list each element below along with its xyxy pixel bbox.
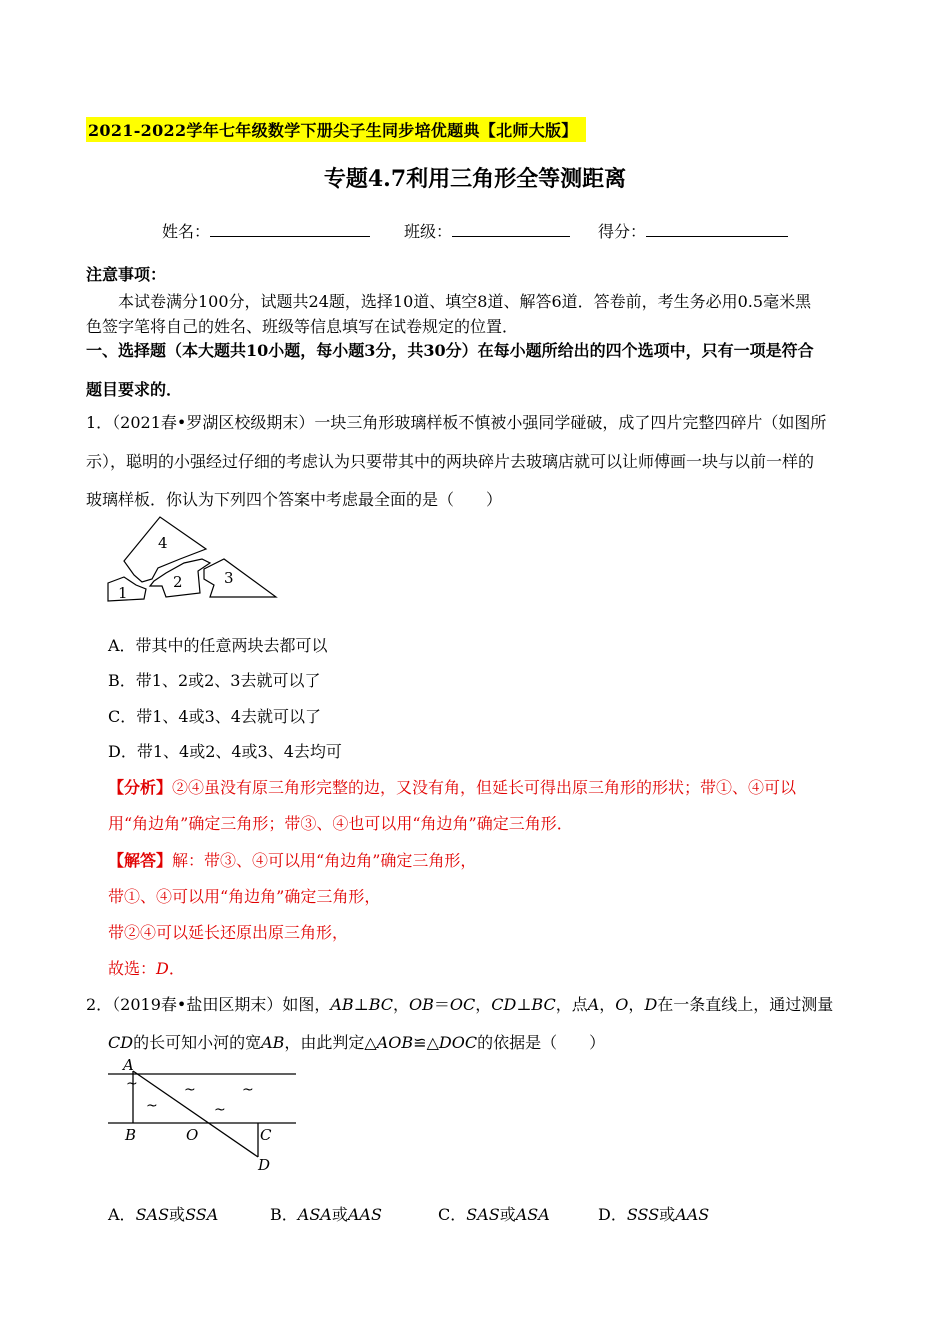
q2-option-b-or: 或 <box>331 1205 348 1224</box>
q2-comma-2: ， <box>628 995 645 1014</box>
q1-analysis-line-1 <box>108 775 796 798</box>
q1-text-line-3: 玻璃样板．你认为下列四个答案中考虑最全面的是（ ） <box>86 490 503 509</box>
q2-option-c-key: C． <box>438 1205 467 1224</box>
q1-answer-line-2: 带①、④可以用“角边角”确定三角形， <box>108 887 381 906</box>
label-c: C <box>260 1126 272 1144</box>
label-b: B <box>125 1126 137 1144</box>
q2-oc: OC <box>449 995 476 1014</box>
name-field[interactable] <box>162 219 370 242</box>
q1-option-c[interactable]: C．带1、4或3、4去就可以了 <box>108 707 321 726</box>
analysis-text-1: ②④虽没有原三角形完整的边，又没有角，但延长可得出原三角形的形状；带①、④可以 <box>172 778 797 797</box>
wave-mark-4: ~ <box>214 1102 226 1118</box>
q2-option-a-v2: SSA <box>185 1205 219 1224</box>
q2-cd: CD <box>491 995 517 1014</box>
q1-text-line-1: 1．（2021春•罗湖区校级期末）一块三角形玻璃样板不慎被小强同学碰破，成了四片完整四碎片（如图所 <box>86 413 827 432</box>
q2-point-a: A <box>587 995 600 1014</box>
q2-point-o: O <box>615 995 629 1014</box>
q2-line2-doc: DOC <box>438 1033 478 1052</box>
score-label: 得分： <box>598 222 647 241</box>
wave-mark-5: ~ <box>126 1076 138 1092</box>
q1-text-line-2: 示），聪明的小强经过仔细的考虑认为只要带其中的两块碎片去玻璃店就可以让师傅画一块与以前一样的 <box>86 452 815 471</box>
q1-answer-line-3: 带②④可以延长还原出原三角形， <box>108 923 349 942</box>
q2-option-a-or: 或 <box>169 1205 186 1224</box>
q2-bc: BC <box>368 995 393 1014</box>
wave-mark-2: ~ <box>242 1082 254 1098</box>
glass-piece-3 <box>204 559 276 597</box>
score-blank[interactable] <box>646 222 788 237</box>
q2-text-line-2 <box>108 1030 605 1053</box>
header-banner: 2021-2022学年七年级数学下册尖子生同步培优题典【北师大版】 <box>86 117 586 142</box>
q2-comma-1: ， <box>599 995 616 1014</box>
q1-option-a[interactable]: A．带其中的任意两块去都可以 <box>108 636 328 655</box>
notice-line-1: 本试卷满分100分，试题共24题，选择10道、填空8道、解答6道．答卷前，考生务必用0.5毫米黑 <box>118 292 812 311</box>
q2-option-d[interactable] <box>598 1202 709 1225</box>
q2-river-figure <box>106 1058 302 1174</box>
glass-label-4: 4 <box>158 534 168 552</box>
label-o: O <box>186 1126 199 1144</box>
glass-label-2: 2 <box>173 573 183 591</box>
q2-eq: ＝ <box>433 995 450 1014</box>
q2-line2-mid2: ，由此判定△ <box>284 1033 377 1052</box>
q1-answer-choice <box>108 956 185 979</box>
answer-choice-suffix: ． <box>168 959 185 978</box>
q1-broken-glass-figure <box>106 515 282 605</box>
q2-option-d-v1: SSS <box>626 1205 660 1224</box>
q2-sep-3: ，点 <box>555 995 588 1014</box>
answer-choice-prefix: 故选： <box>108 959 157 978</box>
q2-option-b[interactable] <box>270 1202 382 1225</box>
name-blank[interactable] <box>210 222 370 237</box>
q2-option-b-v2: AAS <box>347 1205 382 1224</box>
wave-mark-1: ~ <box>184 1082 196 1098</box>
q2-perp-2: ⊥ <box>516 995 532 1014</box>
q2-line2-aob: AOB <box>376 1033 414 1052</box>
analysis-tag: 【分析】 <box>108 778 173 797</box>
notice-line-2: 色签字笔将自己的姓名、班级等信息填写在试卷规定的位置． <box>86 317 519 336</box>
q2-text-line-1 <box>86 992 833 1015</box>
label-d: D <box>258 1156 271 1174</box>
label-a: A <box>123 1058 134 1074</box>
q2-tail: 在一条直线上，通过测量 <box>657 995 834 1014</box>
q2-line2-cong: ≌△ <box>413 1033 439 1052</box>
q2-option-d-v2: AAS <box>675 1205 710 1224</box>
q2-option-c[interactable] <box>438 1202 550 1225</box>
q2-sep-2: ， <box>475 995 492 1014</box>
score-field[interactable] <box>598 219 788 242</box>
q2-option-c-v1: SAS <box>466 1205 500 1224</box>
answer-choice-letter: D <box>156 959 169 978</box>
q2-prefix: 2．（2019春•盐田区期末）如图， <box>86 995 331 1014</box>
q1-option-b[interactable]: B．带1、2或2、3去就可以了 <box>108 671 321 690</box>
answer-text-1: 解：带③、④可以用“角边角”确定三角形， <box>172 851 477 870</box>
class-blank[interactable] <box>452 222 570 237</box>
q1-answer-line-1 <box>108 848 476 871</box>
q2-option-b-key: B． <box>270 1205 298 1224</box>
page-title: 专题4.7利用三角形全等测距离 <box>323 166 627 192</box>
q2-option-d-key: D． <box>598 1205 627 1224</box>
class-label: 班级： <box>404 222 453 241</box>
notice-heading: 注意事项： <box>86 265 167 284</box>
glass-label-3: 3 <box>224 569 234 587</box>
section-heading-line-2: 题目要求的． <box>86 380 183 399</box>
q2-option-a[interactable] <box>108 1202 218 1225</box>
q2-ob: OB <box>409 995 434 1014</box>
glass-label-1: 1 <box>118 584 128 602</box>
q2-option-a-key: A． <box>108 1205 136 1224</box>
q2-sep-1: ， <box>393 995 410 1014</box>
q2-option-b-v1: ASA <box>297 1205 332 1224</box>
wave-mark-3: ~ <box>146 1098 158 1114</box>
q2-option-c-v2: ASA <box>515 1205 550 1224</box>
q2-line2-ab: AB <box>261 1033 285 1052</box>
q2-line2-tail: 的依据是（ ） <box>477 1033 606 1052</box>
q2-option-a-v1: SAS <box>135 1205 170 1224</box>
q2-option-c-or: 或 <box>499 1205 516 1224</box>
q2-point-d: D <box>644 995 658 1014</box>
answer-tag: 【解答】 <box>108 851 173 870</box>
q2-line2-mid: 的长可知小河的宽 <box>133 1033 262 1052</box>
section-heading-line-1: 一、选择题（本大题共10小题，每小题3分，共30分）在每小题所给出的四个选项中，只有一项是符合 <box>86 341 814 360</box>
q1-analysis-line-2: 用“角边角”确定三角形；带③、④也可以用“角边角”确定三角形． <box>108 814 573 833</box>
q2-option-d-or: 或 <box>659 1205 676 1224</box>
class-field[interactable] <box>404 219 570 242</box>
q2-ab: AB <box>330 995 354 1014</box>
q2-line2-cd: CD <box>108 1033 134 1052</box>
q2-perp-1: ⊥ <box>353 995 369 1014</box>
q1-option-d[interactable]: D．带1、4或2、4或3、4去均可 <box>108 742 342 761</box>
q2-bc-2: BC <box>531 995 556 1014</box>
name-label: 姓名： <box>162 222 211 241</box>
